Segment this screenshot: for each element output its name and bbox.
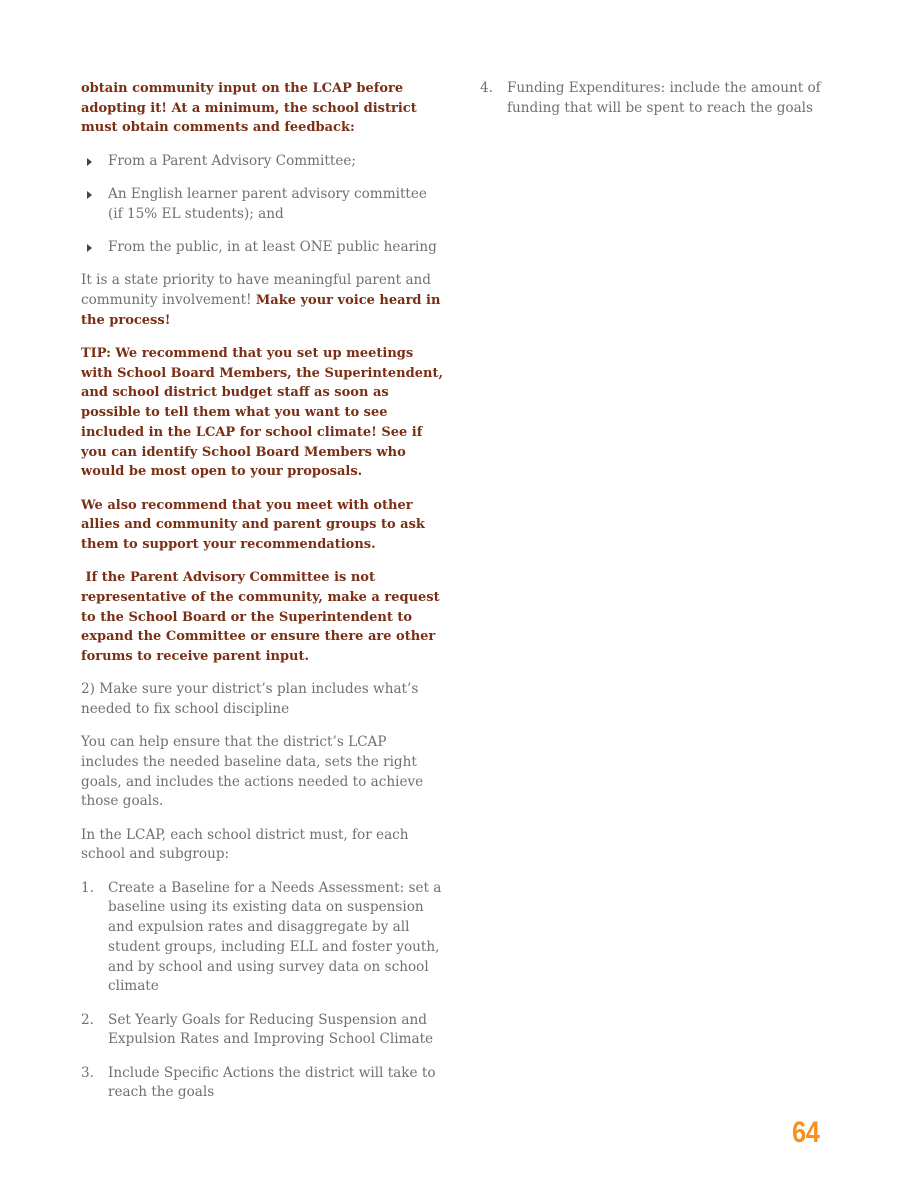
- list-item: [81, 1064, 443, 1103]
- bullet-triangle-icon: [87, 244, 92, 252]
- requirements-list: [81, 879, 443, 1103]
- list-item: [81, 152, 443, 172]
- list-number: 3.: [81, 1064, 94, 1081]
- priority-text: It is a state priority to have meaningful parent and community involvement!: [81, 272, 432, 308]
- left-column: [81, 79, 443, 1117]
- bullet-triangle-icon: [87, 191, 92, 199]
- intro-paragraph: obtain community input on the LCAP before adopting it! At a minimum, the school district must obtain comments and feedback:: [81, 81, 417, 136]
- page-number: 64: [792, 1116, 820, 1149]
- list-number: 4.: [480, 80, 493, 96]
- list-item: [480, 79, 830, 118]
- list-item: [81, 1011, 443, 1050]
- list-item-text: Include Specific Actions the district will take to reach the goals: [108, 1064, 436, 1101]
- lcap-requirements-intro: In the LCAP, each school district must, for each school and subgroup:: [81, 826, 409, 863]
- list-item-text: An English learner parent advisory committee (if 15% EL students); and: [108, 186, 427, 222]
- requirements-list-continued: [480, 79, 830, 118]
- tip-paragraph: TIP: We recommend that you set up meetings with School Board Members, the Superintendent, and school district budget staff as soon as possible to tell them what you want to see included in the LCAP for school climate! See if you can identify School Board Members who would be most open to your proposals.: [81, 346, 443, 480]
- allies-paragraph: We also recommend that you meet with other allies and community and parent groups to ask them to support your recommendations.: [81, 497, 425, 552]
- list-item: [81, 879, 443, 997]
- list-item-text: From a Parent Advisory Committee;: [108, 152, 356, 169]
- list-number: 2.: [81, 1011, 94, 1028]
- section-2-heading: 2) Make sure your district’s plan includes what’s needed to fix school discipline: [81, 681, 419, 718]
- priority-paragraph: [81, 271, 443, 330]
- advisory-paragraph: If the Parent Advisory Committee is not representative of the community, make a request to the School Board or the Superintendent to expand the Committee or ensure there are other forums to receive parent input.: [81, 570, 445, 665]
- list-item-text: Set Yearly Goals for Reducing Suspension and Expulsion Rates and Improving School Climate: [108, 1011, 434, 1048]
- right-column: [480, 79, 830, 132]
- help-paragraph: You can help ensure that the district’s LCAP includes the needed baseline data, sets the right goals, and includes the actions needed to achieve those goals.: [81, 734, 424, 810]
- list-item-text: Funding Expenditures: include the amount of funding that will be spent to reach the goals: [507, 80, 821, 116]
- list-item: [81, 238, 443, 258]
- list-item-text: From the public, in at least ONE public hearing: [108, 239, 437, 255]
- list-number: 1.: [81, 879, 94, 896]
- bullet-triangle-icon: [87, 158, 92, 166]
- list-item-text: Create a Baseline for a Needs Assessment: set a baseline using its existing data on suspension and expulsion rates and disaggregate by all student groups, including ELL and foster youth, and by school and using survey data on school climate: [108, 879, 442, 995]
- priority-emphasis: Make your voice heard in the process!: [81, 293, 441, 328]
- list-item: [81, 185, 443, 224]
- feedback-sources-list: [81, 152, 443, 258]
